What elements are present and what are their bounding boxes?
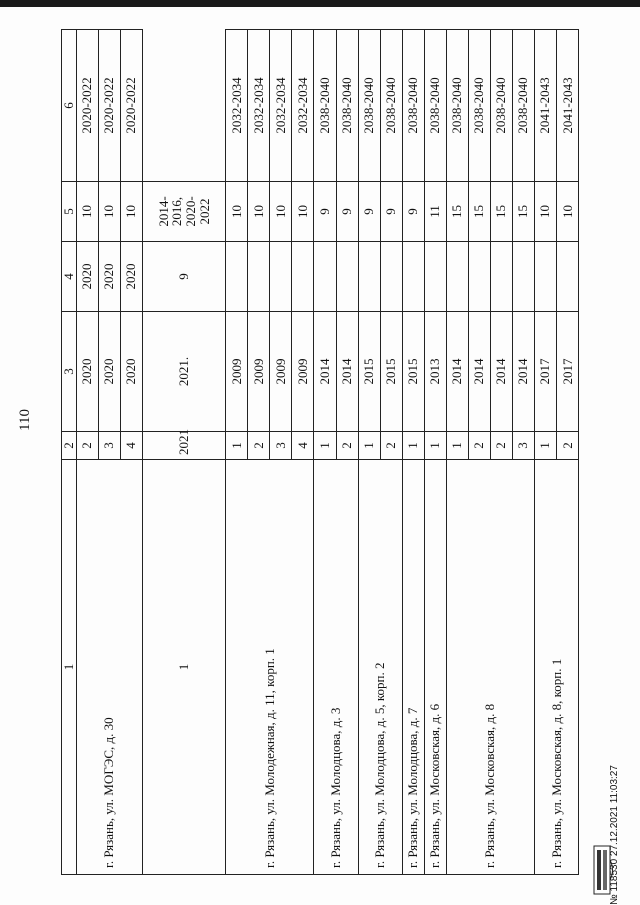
cell-c4: [380, 242, 402, 312]
cell-c3: 2014: [512, 312, 534, 432]
table-row: [226, 30, 248, 875]
cell-c6: 2038-2040: [314, 30, 336, 182]
table-row: [424, 30, 446, 875]
cell-c3: 2013: [424, 312, 446, 432]
cell-c6: 2032-2034: [270, 30, 292, 182]
cell-c3: 2015: [358, 312, 380, 432]
cell-c3: 2014: [468, 312, 490, 432]
cell-c4: [446, 242, 468, 312]
cell-c4: [490, 242, 512, 312]
cell-c4: [226, 242, 248, 312]
cell-c5: 9: [142, 242, 226, 312]
cell-c4: [336, 242, 358, 312]
cell-c4: 2021.: [142, 312, 226, 432]
cell-c3: 2009: [226, 312, 248, 432]
cell-c4: 2020: [76, 242, 98, 312]
cell-c3: 2020: [120, 312, 142, 432]
cell-c6: 2032-2034: [226, 30, 248, 182]
cell-c2: 2: [490, 432, 512, 460]
cell-c6: 2038-2040: [358, 30, 380, 182]
cell-c6: 2014-2016, 2020-2022: [142, 182, 226, 242]
cell-c2: 1: [446, 432, 468, 460]
cell-c5: 10: [292, 182, 314, 242]
cell-c3: 2017: [534, 312, 556, 432]
cell-c6: 2020-2022: [120, 30, 142, 182]
scan-top-edge: [0, 0, 640, 7]
table-row: [446, 30, 468, 875]
cell-c3: 2014: [490, 312, 512, 432]
cell-c4: [292, 242, 314, 312]
cell-c2: 3: [98, 432, 120, 460]
cell-c3: 2020: [98, 312, 120, 432]
address-cell: г. Рязань, ул. МОГЭС, д. 30: [76, 460, 142, 875]
address-cell: г. Рязань, ул. Молодежная, д. 11, корп. 1: [226, 460, 314, 875]
cell-c3: 2021: [142, 432, 226, 460]
cell-c2: 1: [402, 432, 424, 460]
cell-c5: 10: [248, 182, 270, 242]
cell-c6: 2038-2040: [424, 30, 446, 182]
table-row: [142, 30, 226, 875]
cell-c6: 2032-2034: [292, 30, 314, 182]
cell-c2: 3: [512, 432, 534, 460]
cell-c2: 1: [226, 432, 248, 460]
cell-c4: [248, 242, 270, 312]
rotated-table-container: [61, 30, 579, 875]
document-stamp-icon: [590, 840, 616, 900]
cell-c2: 2: [556, 432, 578, 460]
cell-c2: 1: [534, 432, 556, 460]
cell-c5: 10: [270, 182, 292, 242]
table-row: [402, 30, 424, 875]
cell-c5: 11: [424, 182, 446, 242]
registration-stamp-text: № 118530 27.12.2021 11:03:27: [609, 765, 620, 905]
cell-c4: 2020: [120, 242, 142, 312]
cell-c3: 2015: [402, 312, 424, 432]
cell-c5: 9: [358, 182, 380, 242]
cell-c6: 2020-2022: [98, 30, 120, 182]
col-header-2: 2: [62, 432, 77, 460]
table-row: [358, 30, 380, 875]
col-header-1: 1: [62, 460, 77, 875]
cell-c4: [314, 242, 336, 312]
table-row: [314, 30, 336, 875]
cell-c5: 10: [226, 182, 248, 242]
col-header-3: 3: [62, 312, 77, 432]
cell-c3: 2020: [76, 312, 98, 432]
col-header-6: 6: [62, 30, 77, 182]
cell-c2: 1: [358, 432, 380, 460]
cell-c5: 15: [446, 182, 468, 242]
cell-c4: [424, 242, 446, 312]
cell-c5: 15: [512, 182, 534, 242]
address-cell: г. Рязань, ул. Молодцова, д. 3: [314, 460, 358, 875]
address-cell: г. Рязань, ул. Молодцова, д. 5, корп. 2: [358, 460, 402, 875]
cell-c3: 2014: [446, 312, 468, 432]
address-cell: г. Рязань, ул. Московская, д. 8, корп. 1: [534, 460, 578, 875]
cell-c6: 2038-2040: [468, 30, 490, 182]
cell-c2: 1: [424, 432, 446, 460]
cell-c4: [534, 242, 556, 312]
cell-c2: 2: [248, 432, 270, 460]
cell-c6: 2038-2040: [512, 30, 534, 182]
cell-c6: 2041-2043: [556, 30, 578, 182]
cell-c5: 9: [314, 182, 336, 242]
cell-c3: 2014: [314, 312, 336, 432]
cell-c2: 4: [120, 432, 142, 460]
cell-c5: 9: [336, 182, 358, 242]
header-row: [62, 30, 77, 875]
cell-c6: 2038-2040: [336, 30, 358, 182]
cell-c4: [358, 242, 380, 312]
cell-c4: [512, 242, 534, 312]
cell-c5: 10: [98, 182, 120, 242]
address-cell: г. Рязань, ул. Московская, д. 8: [446, 460, 534, 875]
cell-c5: 9: [380, 182, 402, 242]
cell-c2: 1: [142, 460, 226, 875]
table-body: [76, 30, 578, 875]
cell-c6: 2038-2040: [380, 30, 402, 182]
cell-c5: 15: [468, 182, 490, 242]
cell-c3: 2009: [270, 312, 292, 432]
address-cell: г. Рязань, ул. Московская, д. 6: [424, 460, 446, 875]
cell-c3: 2009: [248, 312, 270, 432]
cell-c2: 2: [336, 432, 358, 460]
cell-c2: 2: [76, 432, 98, 460]
cell-c4: [270, 242, 292, 312]
cell-c5: 10: [556, 182, 578, 242]
data-table: [61, 29, 579, 875]
cell-c5: 15: [490, 182, 512, 242]
cell-c4: [402, 242, 424, 312]
cell-c5: 9: [402, 182, 424, 242]
table-row: [76, 30, 98, 875]
cell-c6: 2038-2040: [446, 30, 468, 182]
cell-c5: 10: [534, 182, 556, 242]
cell-c6: 2041-2043: [534, 30, 556, 182]
cell-c2: 2: [468, 432, 490, 460]
col-header-4: 4: [62, 242, 77, 312]
col-header-5: 5: [62, 182, 77, 242]
cell-c3: 2015: [380, 312, 402, 432]
address-cell: г. Рязань, ул. Молодцова, д. 7: [402, 460, 424, 875]
cell-c6: 2038-2040: [490, 30, 512, 182]
cell-c2: 4: [292, 432, 314, 460]
cell-c3: 2009: [292, 312, 314, 432]
page-number: 110: [17, 409, 33, 431]
cell-c2: 1: [314, 432, 336, 460]
cell-c6: 2032-2034: [248, 30, 270, 182]
cell-c2: 3: [270, 432, 292, 460]
cell-c4: 2020: [98, 242, 120, 312]
cell-c6: 2038-2040: [402, 30, 424, 182]
cell-c2: 2: [380, 432, 402, 460]
cell-c5: 10: [76, 182, 98, 242]
cell-c4: [468, 242, 490, 312]
cell-c3: 2014: [336, 312, 358, 432]
cell-c4: [556, 242, 578, 312]
cell-c6: 2020-2022: [76, 30, 98, 182]
table-row: [534, 30, 556, 875]
cell-c3: 2017: [556, 312, 578, 432]
cell-c5: 10: [120, 182, 142, 242]
